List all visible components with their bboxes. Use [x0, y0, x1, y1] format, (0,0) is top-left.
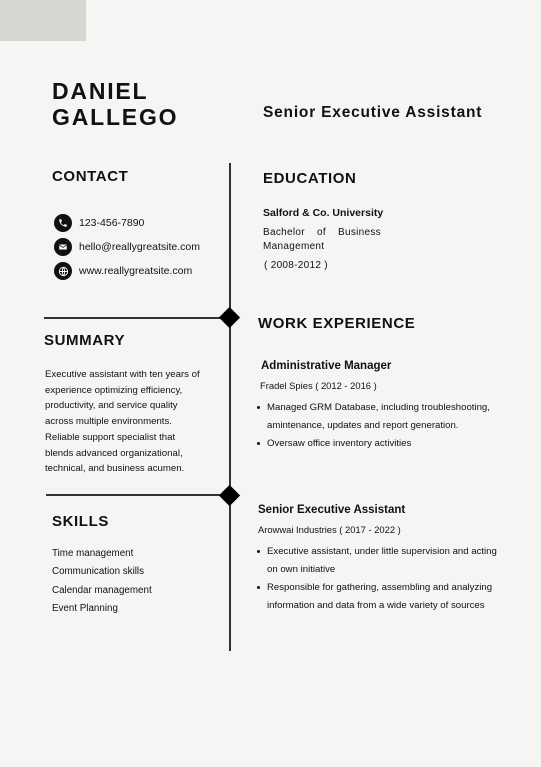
summary-line: Executive assistant with ten years of: [45, 369, 200, 380]
job-bullet: Oversaw office inventory activities: [256, 435, 516, 453]
person-name: [52, 78, 242, 130]
summary-line: productivity, and service quality: [45, 400, 178, 412]
job-title: Senior Executive Assistant: [263, 104, 483, 121]
email-text: hello@reallygreatsite.com: [79, 241, 200, 253]
divider-diamond-2: [219, 485, 240, 506]
job-bullets-2: [256, 543, 516, 615]
summary-text: [45, 367, 225, 477]
job-bullet-continued: on own initiative: [267, 564, 336, 575]
skill-item: Event Planning: [52, 602, 118, 614]
divider-diamond-1: [219, 307, 240, 328]
skills-list: [52, 545, 152, 618]
education-heading: EDUCATION: [263, 170, 357, 187]
job-bullet: Responsible for gathering, assembling and analyzing: [256, 579, 516, 597]
vertical-divider: [229, 163, 231, 651]
education-years: ( 2008-2012 ): [264, 260, 328, 271]
skill-item: Time management: [52, 548, 134, 559]
last-name: GALLEGO: [52, 104, 179, 130]
job-role-1: Administrative Manager: [261, 360, 392, 372]
summary-line: technical, and business acumen.: [45, 463, 185, 475]
email-icon: [54, 238, 72, 256]
skills-heading: SKILLS: [52, 513, 109, 530]
skill-item: Communication skills: [52, 566, 145, 578]
job-bullet: Managed GRM Database, including troubleshooting,: [256, 399, 516, 417]
globe-icon: [54, 262, 72, 280]
job-bullet: Executive assistant, under little supervision and acting: [256, 543, 516, 561]
summary-line: across multiple environments.: [45, 416, 172, 428]
summary-line: Reliable support specialist that: [45, 431, 176, 443]
first-name: DANIEL: [52, 78, 149, 104]
job-company-2: Arowwai Industries ( 2017 - 2022 ): [258, 524, 401, 535]
summary-divider: [44, 317, 230, 319]
skills-divider: [46, 494, 230, 496]
contact-email[interactable]: [54, 238, 200, 256]
job-bullet-continued: amintenance, updates and report generation.: [267, 420, 459, 431]
phone-text: 123-456-7890: [79, 217, 145, 229]
summary-heading: SUMMARY: [44, 332, 126, 349]
contact-heading: CONTACT: [52, 168, 129, 185]
skill-item: Calendar management: [52, 584, 152, 596]
job-bullet-continued: information and data from a wide variety of sources: [267, 600, 485, 611]
contact-website[interactable]: [54, 262, 192, 280]
education-school: Salford & Co. University: [263, 207, 384, 219]
phone-icon: [54, 214, 72, 232]
job-role-2: Senior Executive Assistant: [258, 504, 406, 516]
summary-line: blends advanced organizational,: [45, 447, 183, 459]
summary-line: experience optimizing efficiency,: [45, 384, 183, 396]
website-text: www.reallygreatsite.com: [79, 265, 193, 277]
corner-accent-block: [0, 0, 86, 41]
contact-phone[interactable]: [54, 214, 144, 232]
job-bullets-1: [256, 399, 516, 453]
work-heading: WORK EXPERIENCE: [258, 315, 416, 332]
education-degree: Bachelor of Business Management: [263, 227, 381, 252]
job-company-1: Fradel Spies ( 2012 - 2016 ): [260, 380, 377, 391]
